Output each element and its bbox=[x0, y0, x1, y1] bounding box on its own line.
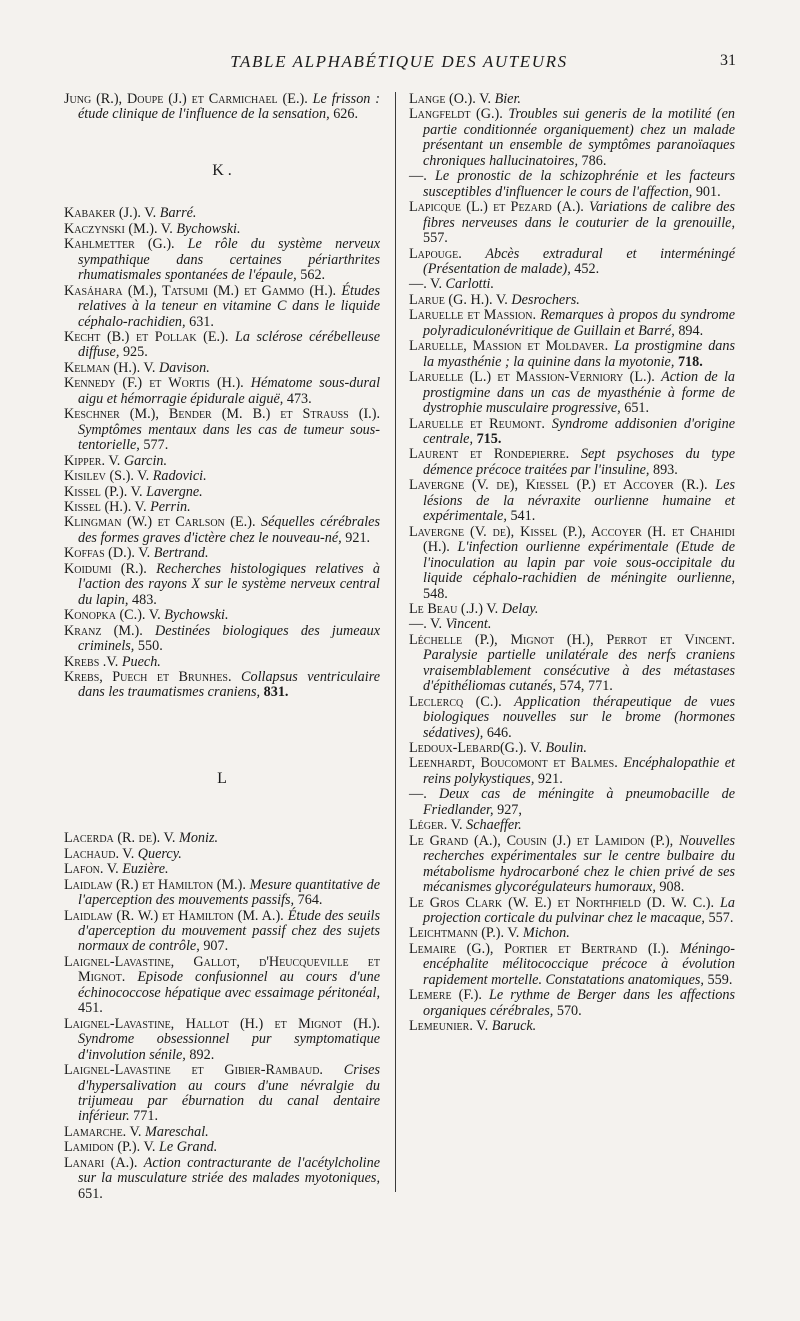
entry-title: Action de la prostigmine dans un cas de myasthénie à forme de dystrophie musculaire progressive, bbox=[423, 369, 735, 417]
index-entry bbox=[64, 878, 380, 909]
entry-title: Action contracturante de l'acétylcholine sur la musculature striée des malades myotoniques, bbox=[78, 1154, 381, 1187]
index-entry bbox=[64, 1063, 380, 1125]
entry-author: Laidlaw (R.) et Hamilton (M.). bbox=[64, 876, 246, 893]
entry-author: Kranz (M.). bbox=[64, 622, 143, 639]
left-column bbox=[64, 92, 380, 1202]
entry-title: Le pronostic de la schizophrénie et les facteurs susceptibles d'influencer le cours de l'affection, bbox=[423, 168, 736, 200]
index-entry bbox=[64, 831, 380, 846]
index-entry bbox=[409, 695, 735, 741]
entry-title: Destinées biologiques des jumeaux criminels, bbox=[78, 622, 380, 655]
entry-title: Mareschal. bbox=[145, 1123, 209, 1140]
entry-title: Hématome sous-dural aigu et hémorragie épidurale aiguë, bbox=[78, 375, 381, 407]
entry-title: La projection corticale du pulvinar chez le macaque, bbox=[423, 894, 736, 927]
entry-pages: 473. bbox=[286, 390, 312, 407]
entry-author: Lacerda (R. de). V. bbox=[64, 830, 176, 847]
index-entry bbox=[64, 407, 380, 453]
page-number: 31 bbox=[720, 52, 736, 69]
entry-title: Syndrome obsessionnel pur symptomatique d'involution sénile, bbox=[78, 1031, 380, 1063]
entry-pages: 651. bbox=[78, 1185, 103, 1202]
index-entry bbox=[64, 1140, 380, 1155]
entry-author: Laruelle et Massion. bbox=[409, 307, 537, 324]
entry-title: Le frisson : étude clinique de l'influence de la sensation, bbox=[78, 91, 381, 123]
entry-title: Encéphalopathie et reins polykystiques, bbox=[423, 755, 735, 787]
entry-author: Le Gros Clark (W. E.) et Northfield (D. W. C.). bbox=[409, 894, 715, 911]
running-title: TABLE ALPHABÉTIQUE DES AUTEURS bbox=[230, 52, 568, 71]
entry-pages: 892. bbox=[189, 1046, 215, 1063]
entry-title: Collapsus ventriculaire dans les traumatismes craniens, bbox=[78, 668, 380, 701]
entry-title: Bychowski. bbox=[164, 607, 229, 624]
entry-author: Kipper. V. bbox=[64, 452, 121, 469]
spacer bbox=[64, 123, 380, 163]
index-entry bbox=[64, 500, 380, 515]
entry-author: Kissel (P.). V. bbox=[64, 483, 143, 500]
entry-pages: 908. bbox=[659, 879, 685, 896]
entry-author: Laignel-Lavastine, Gallot, d'Heucqueville et Mignot. bbox=[64, 953, 380, 986]
entry-author: Léchelle (P.), Mignot (H.), Perrot et Vincent. bbox=[409, 631, 735, 648]
entry-title: Troubles sui generis de la motilité (en partie conditionnée organiquement) chez un malade présentant un ensemble de symptômes paranoïaques chroniques hallucinatoires, bbox=[423, 106, 736, 169]
page-header bbox=[62, 46, 736, 76]
entry-title: Études relatives à la teneur en vitamine C dans le liquide céphalo-rachidien, bbox=[78, 282, 381, 330]
entry-title: Les lésions de la névraxite ourlienne humaine et expérimentale, bbox=[423, 477, 735, 525]
entry-author: Kecht (B.) et Pollak (E.). bbox=[64, 328, 229, 345]
entry-title: Paralysie partielle unilatérale des nerfs craniens vraisemblablement consécutive à des métastases d'épithéliomas cutanés, bbox=[423, 647, 735, 695]
index-entry bbox=[64, 454, 380, 469]
index-entry bbox=[64, 955, 380, 1017]
index-entry bbox=[409, 370, 735, 416]
entry-author: Leenhardt, Boucomont et Balmes. bbox=[409, 755, 618, 772]
right-column bbox=[409, 92, 735, 1035]
entry-pages: 771. bbox=[133, 1108, 158, 1125]
entry-title: Sept psychoses du type démence précoce traitées par l'insuline, bbox=[423, 446, 736, 478]
entry-author: Leichtmann (P.). V. bbox=[409, 925, 520, 942]
entry-title: Quercy. bbox=[137, 845, 182, 862]
entry-author: Kaczynski (M.). V. bbox=[64, 220, 173, 237]
index-entry bbox=[64, 222, 380, 237]
index-entry bbox=[409, 92, 735, 107]
entry-author: —. bbox=[409, 168, 427, 185]
entry-author: Lemeunier. V. bbox=[409, 1018, 489, 1035]
entry-author: Leclercq (C.). bbox=[409, 693, 502, 710]
index-entry bbox=[409, 988, 735, 1019]
entry-author: Laruelle et Reumont. bbox=[409, 415, 545, 432]
entry-pages-bold: 718. bbox=[677, 353, 703, 370]
entry-title: Syndrome addisonien d'origine centrale, bbox=[423, 415, 735, 447]
entry-pages: 483. bbox=[132, 591, 157, 608]
entry-author: —. V. bbox=[409, 616, 442, 633]
index-entry bbox=[64, 1125, 380, 1140]
index-entry bbox=[64, 847, 380, 862]
entry-pages: 550. bbox=[137, 638, 163, 655]
index-entry bbox=[64, 237, 380, 283]
index-entry bbox=[64, 330, 380, 361]
index-entry bbox=[409, 308, 735, 339]
entry-title: Michon. bbox=[522, 925, 570, 942]
entry-author: Kelman (H.). V. bbox=[64, 359, 156, 376]
entry-author: Lapicque (L.) et Pezard (A.). bbox=[409, 199, 584, 216]
index-entry bbox=[409, 107, 735, 169]
entry-title: Barré. bbox=[159, 205, 197, 222]
entry-pages: 562. bbox=[300, 267, 326, 284]
index-entry bbox=[64, 92, 380, 123]
entry-author: Lafon. V. bbox=[64, 861, 119, 878]
entry-pages: 927, bbox=[497, 801, 522, 818]
index-entry bbox=[64, 608, 380, 623]
entry-author: Kahlmetter (G.). bbox=[64, 236, 175, 253]
index-entry bbox=[409, 447, 735, 478]
entry-author: Kasáhara (M.), Tatsumi (M.) et Gammo (H.). bbox=[64, 282, 337, 299]
entry-pages: 646. bbox=[486, 724, 512, 741]
entry-author: —. V. bbox=[409, 276, 442, 293]
entry-pages: 557. bbox=[423, 230, 448, 247]
entry-title: Bier. bbox=[494, 91, 521, 107]
index-entry bbox=[409, 200, 735, 246]
index-entry bbox=[64, 469, 380, 484]
entry-author: Laidlaw (R. W.) et Hamilton (M. A.). bbox=[64, 907, 284, 924]
entry-author: Kisilev (S.). V. bbox=[64, 468, 150, 485]
entry-author: Klingman (W.) et Carlson (E.). bbox=[64, 514, 256, 531]
entry-author: Laignel-Lavastine, Hallot (H.) et Mignot (H.). bbox=[64, 1015, 380, 1032]
index-entry bbox=[64, 515, 380, 546]
entry-title: La prostigmine dans la myasthénie ; la quinine dans la myotonie, bbox=[423, 338, 736, 370]
index-entry bbox=[64, 624, 380, 655]
entry-pages: 559. bbox=[707, 971, 733, 988]
entry-title: Boulin. bbox=[545, 740, 587, 757]
entry-title: Crises d'hypersalivation au cours d'une névralgie du trijumeau par éburnation du canal dentaire inférieur. bbox=[78, 1062, 380, 1125]
entry-author: Larue (G. H.). V. bbox=[409, 291, 508, 308]
column-divider bbox=[395, 92, 396, 1192]
entry-pages: 921. bbox=[345, 529, 371, 546]
index-entry bbox=[64, 1017, 380, 1063]
index-entry bbox=[64, 909, 380, 955]
entry-title: Radovici. bbox=[152, 468, 207, 485]
entry-author: Lachaud. V. bbox=[64, 845, 135, 862]
entry-title: Méningo-encéphalite mélitococcique précoce à évolution rapidement mortelle. Constatations anatomiques, bbox=[423, 940, 735, 988]
entry-author: Le Grand (A.), Cousin (J.) et Lamidon (P.), bbox=[409, 832, 674, 849]
entry-author: Laruelle (L.) et Massion-Verniory (L.). bbox=[409, 369, 655, 386]
entry-title: Baruck. bbox=[491, 1018, 537, 1035]
index-entry bbox=[409, 478, 735, 524]
entry-title: Deux cas de méningite à pneumobacille de Friedlander, bbox=[423, 786, 735, 818]
index-entry bbox=[64, 361, 380, 376]
entry-author: Lange (O.). V. bbox=[409, 91, 492, 107]
entry-author: Lamidon (P.). V. bbox=[64, 1139, 156, 1156]
entry-author: —. bbox=[409, 786, 427, 803]
index-entry bbox=[409, 896, 735, 927]
index-entry bbox=[409, 247, 735, 278]
entry-pages: 570. bbox=[556, 1002, 582, 1019]
entry-title: Lavergne. bbox=[146, 483, 203, 500]
index-entry bbox=[409, 834, 735, 896]
entry-author: Kennedy (F.) et Wortis (H.). bbox=[64, 375, 244, 392]
entry-pages-bold: 715. bbox=[476, 430, 502, 447]
entry-author: Lemere (F.). bbox=[409, 987, 482, 1004]
entry-pages: 893. bbox=[652, 461, 678, 478]
entry-pages-bold: 831. bbox=[263, 684, 289, 701]
entry-author: Laruelle, Massion et Moldaver. bbox=[409, 338, 609, 355]
entry-title: Mesure quantitative de l'aperception des mouvements passifs, bbox=[78, 876, 381, 909]
entry-author: Laurent et Rondepierre. bbox=[409, 446, 570, 463]
entry-pages: 907. bbox=[203, 938, 229, 955]
index-entry bbox=[409, 787, 735, 818]
entry-title: L'infection ourlienne expérimentale (Etude de l'inoculation au lapin par voie sous-occipitale du liquide céphalo-rachidien de méningite ourlienne, bbox=[423, 539, 736, 587]
entry-title: Nouvelles recherches expérimentales sur le centre bulbaire du métabolisme hydrocarboné chez le chien privé de ses mécanismes glycorégulateurs humoraux, bbox=[423, 832, 735, 896]
index-entry bbox=[64, 655, 380, 670]
index-entry bbox=[64, 284, 380, 330]
entry-author: Lanari (A.). bbox=[64, 1154, 138, 1171]
entry-title: Desrochers. bbox=[511, 291, 580, 308]
entry-pages: 541. bbox=[510, 508, 536, 525]
entry-title: Séquelles cérébrales des formes graves d'ictère chez le nouveau-né, bbox=[78, 514, 380, 546]
entry-title: Davison. bbox=[158, 359, 210, 376]
entry-pages: 574, 771. bbox=[559, 678, 613, 695]
index-entry bbox=[409, 293, 735, 308]
entry-title: Vincent. bbox=[445, 616, 492, 633]
index-entry bbox=[409, 417, 735, 448]
index-entry bbox=[64, 485, 380, 500]
entry-author: Le Beau (.J.) V. bbox=[409, 600, 499, 617]
entry-author: Kissel (H.). V. bbox=[64, 498, 147, 515]
spacer bbox=[64, 701, 380, 771]
index-entry bbox=[64, 206, 380, 221]
entry-title: Garcin. bbox=[123, 452, 168, 469]
entry-pages: 548. bbox=[423, 585, 448, 602]
entry-title: Recherches histologiques relatives à l'action des rayons X sur le système nerveux central du lapin, bbox=[78, 560, 381, 608]
entry-title: Perrin. bbox=[150, 498, 191, 515]
entry-title: Le rôle du système nerveux sympathique dans certaines périarthrites rhumatismales spontanées de l'épaule, bbox=[78, 236, 380, 284]
section-letter: L bbox=[217, 769, 227, 787]
index-entry bbox=[64, 862, 380, 877]
entry-author: Lavergne (V. de), Kissel (P.), Accoyer (H. et Chahidi (H.). bbox=[409, 523, 735, 556]
entry-pages: 651. bbox=[624, 400, 650, 417]
spacer bbox=[64, 786, 380, 831]
entry-title: Application thérapeutique de vues biologiques nouvelles sur le brome (hormones sédatives), bbox=[423, 693, 736, 741]
entry-author: Lapouge. bbox=[409, 245, 462, 262]
entry-title: Moniz. bbox=[179, 830, 219, 847]
entry-pages: 786. bbox=[581, 152, 607, 169]
entry-pages: 894. bbox=[678, 322, 704, 339]
section-letter: K . bbox=[212, 161, 232, 179]
entry-pages: 921. bbox=[537, 770, 563, 787]
entry-pages: 925. bbox=[122, 344, 148, 361]
index-entry bbox=[409, 525, 735, 602]
entry-title: Remarques à propos du syndrome polyradiculonévritique de Guillain et Barré, bbox=[423, 307, 735, 339]
entry-pages: 626. bbox=[333, 106, 359, 123]
index-entry bbox=[409, 756, 735, 787]
index-entry bbox=[409, 818, 735, 833]
index-entry bbox=[409, 169, 735, 200]
entry-title: Symptômes mentaux dans les cas de tumeur sous-tentorielle, bbox=[78, 421, 380, 454]
entry-title: Abcès extradural et interméningé (Présentation de malade), bbox=[423, 245, 736, 277]
entry-title: Bertrand. bbox=[153, 545, 209, 562]
index-entry bbox=[409, 617, 735, 632]
entry-author: Lemaire (G.), Portier et Bertrand (I.). bbox=[409, 940, 670, 957]
index-entry bbox=[409, 1019, 735, 1034]
entry-title: Euzière. bbox=[122, 861, 169, 878]
entry-author: Langfeldt (G.). bbox=[409, 106, 503, 123]
index-entry bbox=[64, 670, 380, 701]
entry-title: Carlotti. bbox=[445, 276, 495, 293]
entry-author: Konopka (C.). V. bbox=[64, 607, 161, 624]
entry-title: Episode confusionnel au cours d'une échinococcose hépatique avec essaimage péritonéal, bbox=[78, 969, 381, 1001]
index-entry bbox=[409, 926, 735, 941]
index-entry bbox=[409, 942, 735, 988]
entry-author: Krebs .V. bbox=[64, 653, 119, 670]
entry-title: Puech. bbox=[121, 653, 161, 670]
entry-title: Le Grand. bbox=[158, 1139, 218, 1156]
index-entry bbox=[64, 546, 380, 561]
index-entry bbox=[409, 741, 735, 756]
entry-author: Ledoux-Lebard(G.). V. bbox=[409, 740, 542, 757]
index-entry bbox=[409, 633, 735, 695]
entry-title: Delay. bbox=[501, 600, 539, 617]
entry-author: Lamarche. V. bbox=[64, 1123, 142, 1140]
entry-author: Kabaker (J.). V. bbox=[64, 205, 157, 222]
entry-pages: 452. bbox=[574, 260, 600, 277]
entry-title: La sclérose cérébelleuse diffuse, bbox=[78, 328, 381, 361]
entry-title: Bychowski. bbox=[176, 220, 241, 237]
entry-pages: 451. bbox=[78, 1000, 103, 1017]
entry-author: Jung (R.), Doupe (J.) et Carmichael (E.). bbox=[64, 91, 308, 107]
entry-author: Koidumi (R.). bbox=[64, 560, 147, 577]
entry-pages: 577. bbox=[143, 437, 169, 454]
entry-title: Variations de calibre des fibres nerveuses dans le couturier de la grenouille, bbox=[423, 199, 736, 231]
entry-title: Le rythme de Berger dans les affections organiques cérébrales, bbox=[423, 987, 735, 1019]
entry-author: Laignel-Lavastine et Gibier-Rambaud. bbox=[64, 1062, 323, 1079]
entry-title: Étude des seuils d'aperception du mouvement passif chez des sujets normaux de contrôle, bbox=[78, 907, 380, 955]
spacer bbox=[64, 178, 380, 206]
index-entry bbox=[409, 602, 735, 617]
index-entry bbox=[64, 376, 380, 407]
entry-author: Léger. V. bbox=[409, 817, 463, 834]
index-entry bbox=[64, 1156, 380, 1202]
entry-title: Schaeffer. bbox=[466, 817, 522, 834]
index-entry bbox=[64, 562, 380, 608]
entry-author: Lavergne (V. de), Kiessel (P.) et Accoyer (R.). bbox=[409, 477, 708, 494]
entry-author: Koffas (D.). V. bbox=[64, 545, 151, 562]
index-entry bbox=[409, 339, 735, 370]
entry-pages: 901. bbox=[695, 183, 721, 200]
entry-pages: 764. bbox=[297, 892, 323, 909]
entry-author: Keschner (M.), Bender (M. B.) et Strauss (I.). bbox=[64, 406, 380, 423]
entry-author: Krebs, Puech et Brunhes. bbox=[64, 668, 232, 685]
entry-pages: 557. bbox=[708, 910, 734, 927]
index-entry bbox=[409, 277, 735, 292]
entry-pages: 631. bbox=[189, 313, 214, 330]
